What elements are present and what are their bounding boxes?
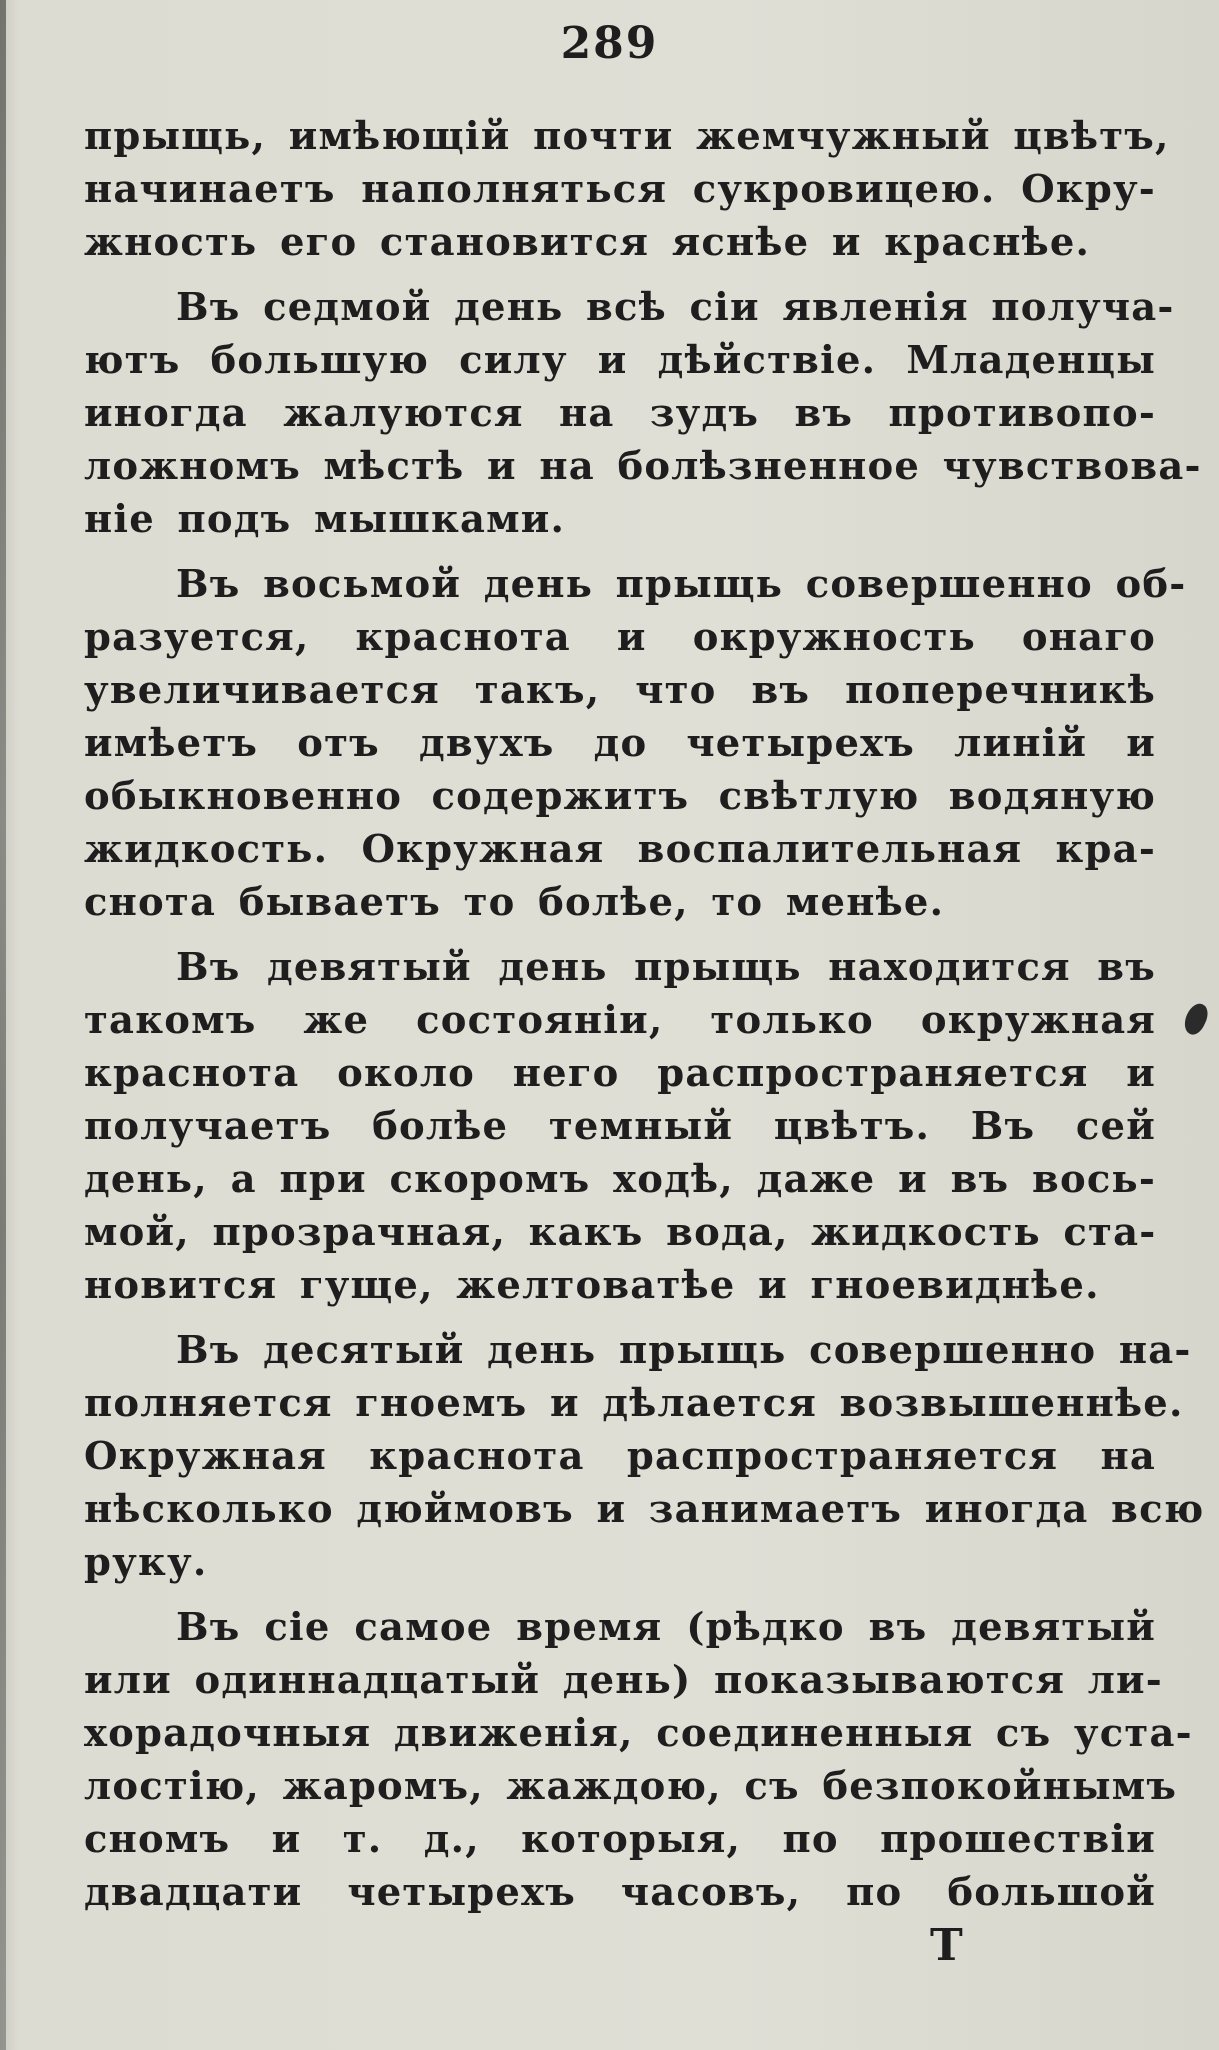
signature-mark: T xyxy=(930,1920,963,1971)
text-line: разуется, краснота и окружность онаго xyxy=(84,615,1156,660)
text-line: Въ восьмой день прыщь совершенно об- xyxy=(176,562,1187,607)
text-line: Въ седмой день всѣ сіи явленія получа- xyxy=(176,285,1175,330)
text-line: Окружная краснота распространяется на xyxy=(84,1434,1156,1479)
text-line: жность его становится яснѣе и краснѣе. xyxy=(84,220,1091,265)
text-line: ютъ большую силу и дѣйствіе. Младенцы xyxy=(84,338,1156,383)
text-line: Въ девятый день прыщь находится въ xyxy=(176,945,1156,990)
text-line: жидкость. Окружная воспалительная кра- xyxy=(84,827,1156,872)
text-line: сномъ и т. д., которыя, по прошествіи xyxy=(84,1817,1156,1862)
text-line: иногда жалуются на зудъ въ противопо- xyxy=(84,391,1156,436)
text-line: получаетъ болѣе темный цвѣтъ. Въ сей xyxy=(84,1104,1156,1149)
text-line: краснота около него распространяется и xyxy=(84,1051,1156,1096)
paragraph-3 xyxy=(84,558,1187,929)
text-line: ніе подъ мышками. xyxy=(84,497,566,542)
text-line: увеличивается такъ, что въ поперечникѣ xyxy=(84,668,1156,713)
page-number: 289 xyxy=(560,18,659,69)
text-line: такомъ же состояніи, только окружная xyxy=(84,998,1156,1043)
text-line: лостію, жаромъ, жаждою, съ безпокойнымъ xyxy=(84,1764,1178,1809)
ink-blot-mark xyxy=(1180,1000,1212,1037)
text-line: обыкновенно содержитъ свѣтлую водяную xyxy=(84,774,1156,819)
paragraph-5 xyxy=(84,1324,1205,1589)
text-line: нѣсколько дюймовъ и занимаетъ иногда всю xyxy=(84,1487,1205,1532)
paragraph-1 xyxy=(84,110,1170,269)
text-line: Въ сіе самое время (рѣдко въ девятый xyxy=(176,1605,1156,1650)
text-line: ложномъ мѣстѣ и на болѣзненное чувствова- xyxy=(84,444,1202,489)
text-line: начинаетъ наполняться сукровицею. Окру- xyxy=(84,167,1156,212)
text-line: мой, прозрачная, какъ вода, жидкость ста- xyxy=(84,1210,1157,1255)
text-line: имѣетъ отъ двухъ до четырехъ линій и xyxy=(84,721,1156,766)
text-line: двадцати четырехъ часовъ, по большой xyxy=(84,1870,1156,1915)
body-text xyxy=(84,110,1205,1929)
page-binding-edge xyxy=(0,0,6,2050)
text-line: снота бываетъ то болѣе, то менѣе. xyxy=(84,880,945,925)
paragraph-6 xyxy=(84,1601,1193,1919)
text-line: руку. xyxy=(84,1540,208,1585)
text-line: хорадочныя движенія, соединенныя съ уста- xyxy=(84,1711,1193,1756)
paragraph-4 xyxy=(84,941,1156,1312)
text-line: или одиннадцатый день) показываются ли- xyxy=(84,1658,1163,1703)
text-line: день, а при скоромъ ходѣ, даже и въ вось- xyxy=(84,1157,1156,1202)
text-line: новится гуще, желтоватѣе и гноевиднѣе. xyxy=(84,1263,1100,1308)
paragraph-2 xyxy=(84,281,1202,546)
text-line: полняется гноемъ и дѣлается возвышеннѣе. xyxy=(84,1381,1184,1426)
text-line: прыщь, имѣющій почти жемчужный цвѣтъ, xyxy=(84,114,1170,159)
text-line: Въ десятый день прыщь совершенно на- xyxy=(176,1328,1192,1373)
